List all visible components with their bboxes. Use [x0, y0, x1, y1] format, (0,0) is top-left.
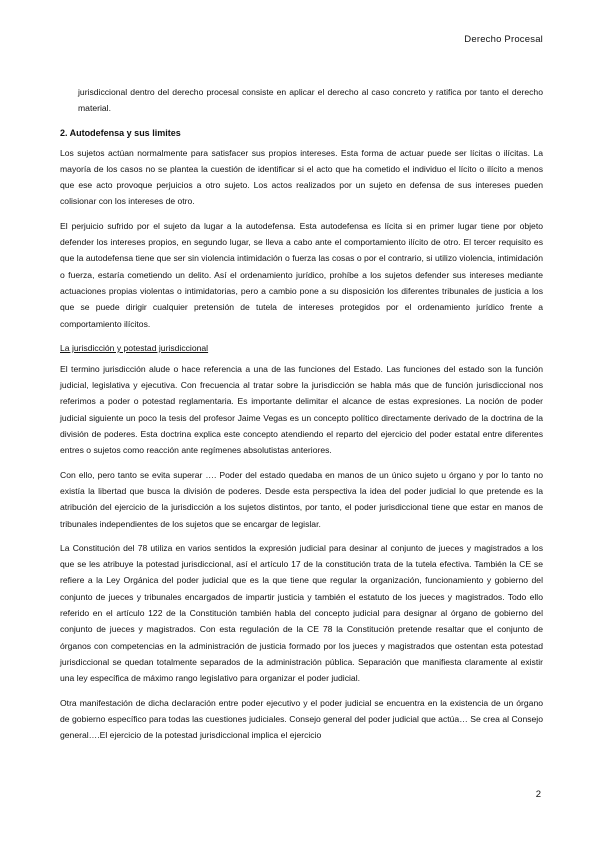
paragraph: Con ello, pero tanto se evita superar …. Poder del estado quedaba en manos de un único sujeto u órgano y por lo tanto no existía la libertad que busca la división de poderes. Desde esta perspectiva la idea del poder judicial lo que pretende es la atribución del ejercicio de la jurisdicción a los sujetos distintos, por tanto, el poder jurisdiccional tiene que estar en manos de tribunales independientes de los sujetos que se encargar de legislar. — [60, 469, 543, 529]
paragraph: La Constitución del 78 utiliza en varios sentidos la expresión judicial para desinar al conjunto de jueces y magistrados a los que se les atribuye la potestad jurisdiccional, así el artículo 17 de la constitución trata de la tutela efectiva. También la CE se refiere a la Ley Orgánica del poder judicial que es la que tiene que regular la organización, funcionamiento y gobierno del conjunto de jueces y tribunales encargados de impartir justicia y también el estatuto de los jueces y magistrados. Todo ello referido en el artículo 122 de la Constitución también habla del concepto judicial para designar al órgano de gobierno del conjunto de jueces y magistrados. Con esta regulación de la CE 78 la Constitución pretende resaltar que el conjunto de órganos con competencias en la administración de justicia formado por los jueces y magistrados que ostentan esta potestad jurisdiccional se quedan totalmente separados de la administración pública. Separación que manifiesta claramente al existir una ley específica de máximo rango legislativo para organizar el poder judicial. — [60, 542, 543, 684]
paragraph-continuation: jurisdiccional dentro del derecho procesal consiste en aplicar el derecho al caso concreto y ratifica por tanto el derecho material. — [78, 87, 543, 114]
paragraph: El termino jurisdicción alude o hace referencia a una de las funciones del Estado. Las funciones del estado son la función judicial, legislativa y ejecutiva. Con frecuencia al tratar sobre la jurisdicción se habla más que de función jurisdiccional nos referimos a poder o potestad reglamentaria. Es importante delimitar el alcance de estas expresiones. La noción de poder judicial siguiente un poco la tesis del profesor Jaime Vegas es un concepto político directamente derivado de la doctrina de la división de poderes. Esta doctrina explica este concepto atendiendo el reparto del ejercicio del poder estatal entre diferentes entres o sujetos como reacción ante regímenes absolutistas anteriores. — [60, 363, 543, 456]
page-number: 2 — [535, 789, 541, 800]
section-heading: 2. Autodefensa y sus limites — [60, 127, 181, 138]
paragraph: El perjuicio sufrido por el sujeto da lugar a la autodefensa. Esta autodefensa es lícita si en primer lugar tiene por objeto defender los intereses propios, en segundo lugar, se lleva a cabo ante el comportamiento ilícito de otro. El tercer requisito es que la autodefensa tiene que ser sin violencia intimidación o fuerza las cosas o por el contrario, si utilizo violencia, intimidación o fuerza, estaría cometiendo un delito. Así el ordenamiento jurídico, prohíbe a los sujetos defender sus intereses mediante actuaciones propias violentas o intimidatorias, pero a cambio pone a su disposición los diferentes tribunales de justicia a los que se puede dirigir cualquier pretensión de tutela de intereses protegidos por el ordenamiento jurídico frente a comportamiento ilícitos. — [60, 220, 543, 329]
document-body — [60, 84, 543, 751]
subsection-heading: La jurisdicción y potestad jurisdiccional — [60, 342, 209, 353]
paragraph: Otra manifestación de dicha declaración entre poder ejecutivo y el poder judicial se encuentra en la existencia de un órgano de gobierno específico para todas las cuestiones judiciales. Consejo general del poder judicial que actúa… Se crea al Consejo general….El ejercicio de la potestad jurisdiccional implica el ejercicio — [60, 697, 543, 741]
paragraph: Los sujetos actúan normalmente para satisfacer sus propios intereses. Esta forma de actuar puede ser lícitas o ilícitas. La mayoría de los casos no se plantea la cuestión de identificar si el acto que ha cometido el individuo el lícito o ilícito a menos que ese acto provoque perjuicios a otro sujeto. Los actos realizados por un sujeto en defensa de sus intereses pueden colisionar con los intereses de otro. — [60, 147, 543, 207]
running-header: Derecho Procesal — [464, 34, 543, 45]
